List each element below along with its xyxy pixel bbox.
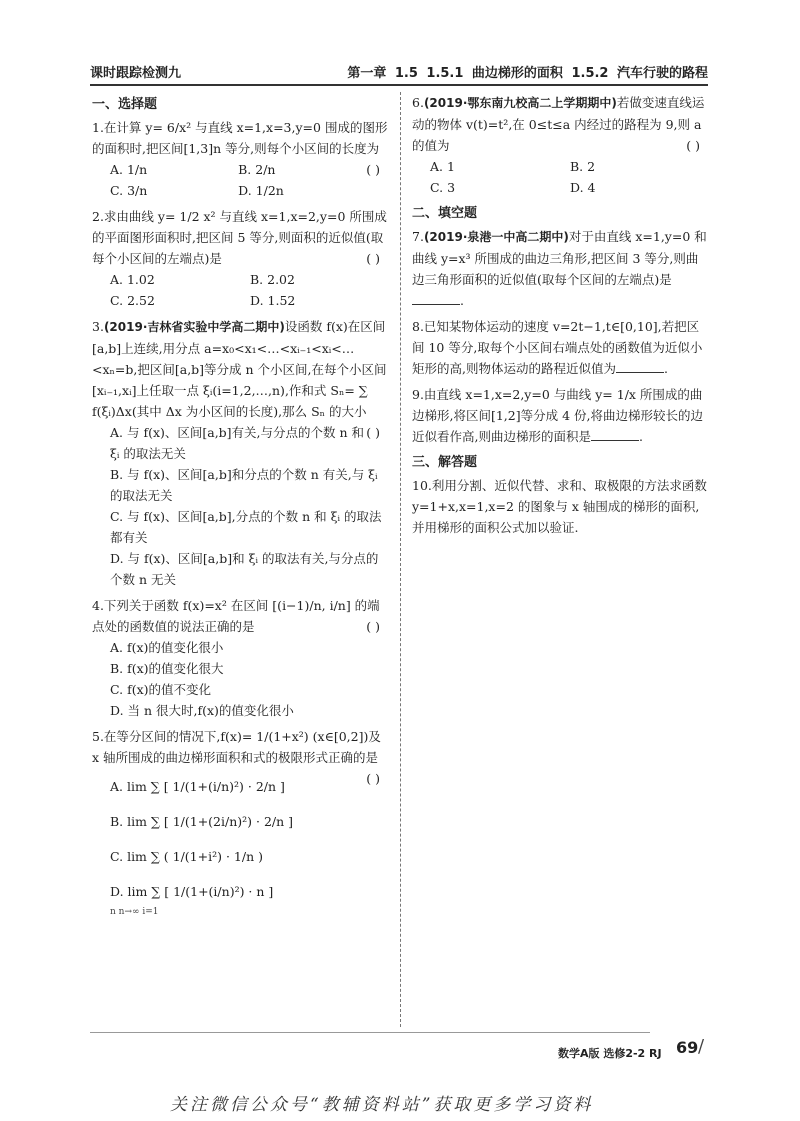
q6-option-b: B. 2 [570, 159, 596, 174]
q5-option-d: D. lim ∑ [ 1/(1+(i/n)²) · n ] [110, 884, 274, 899]
q7-source: (2019·泉港一中高二期中) [423, 230, 569, 244]
question-3 [92, 316, 390, 590]
q1-answer-paren: ( ) [366, 162, 380, 177]
q6-source: (2019·鄂东南九校高二上学期期中) [423, 96, 617, 110]
q5-sum-top: n [110, 907, 116, 917]
q9-end: . [638, 429, 643, 444]
q5-lim-sub: n→∞ i=1 [118, 907, 159, 917]
q10-text: 10.利用分割、近似代替、求和、取极限的方法求函数 y=1+x,x=1,x=2 的图象与 x 轴围成的梯形的面积,并用梯形的面积公式加以验证. [412, 478, 707, 535]
q2-text: 2.求由曲线 y= 1/2 x² 与直线 x=1,x=2,y=0 所围成的平面图形面积时,把区间 5 等分,则面积的近似值(取每个小区间的左端点)是 [92, 209, 387, 266]
q8-text: 8.已知某物体运动的速度 v=2t−1,t∈[0,10],若把区间 10 等分,取每个小区间右端点处的函数值为近似小矩形的高,则物体运动的路程近似值为 [412, 319, 703, 376]
page-number: 69 [676, 1038, 699, 1057]
q3-number: 3. [92, 319, 104, 334]
q3-answer-paren: ( ) [366, 425, 380, 440]
question-5 [92, 726, 390, 923]
footer-rule [90, 1032, 650, 1033]
q5-option-b: B. lim ∑ [ 1/(1+(2i/n)²) · 2/n ] [110, 814, 294, 829]
q3-option-b: B. 与 f(x)、区间[a,b]和分点的个数 n 有关,与 ξᵢ 的取法无关 [110, 467, 378, 503]
column-divider [400, 92, 401, 1027]
q2-option-c: C. 2.52 [110, 293, 155, 308]
q8-answer-blank[interactable] [616, 360, 664, 373]
q4-answer-paren: ( ) [366, 619, 380, 634]
q6-text: 若做变速直线运动的物体 v(t)=t²,在 0≤t≤a 内经过的路程为 9,则 a 的值为 [412, 95, 705, 153]
q1-text: 1.在计算 y= 6/x² 与直线 x=1,x=3,y=0 围成的图形的面积时,把区间[1,3]n 等分,则每个小区间的长度为 [92, 120, 388, 156]
question-4 [92, 595, 390, 721]
question-6 [412, 92, 710, 198]
question-1 [92, 117, 390, 201]
q2-option-a: A. 1.02 [110, 272, 155, 287]
right-column [412, 92, 710, 543]
q4-option-d: D. 当 n 很大时,f(x)的值变化很小 [110, 703, 294, 718]
page-slash: / [698, 1036, 705, 1057]
q2-options [92, 269, 390, 311]
section-title-choice: 一、选择题 [92, 97, 158, 112]
question-8 [412, 316, 710, 379]
header-rule [90, 84, 708, 86]
q1-option-b: B. 2/n [238, 162, 276, 177]
q6-options [412, 156, 710, 198]
q6-option-c: C. 3 [430, 180, 456, 195]
header-left-title: 课时跟踪检测九 [90, 66, 182, 81]
q3-option-a: A. 与 f(x)、区间[a,b]有关,与分点的个数 n 和 ξᵢ 的取法无关 [110, 425, 365, 461]
q6-answer-paren: ( ) [686, 138, 700, 153]
question-7 [412, 226, 710, 311]
q2-answer-paren: ( ) [366, 251, 380, 266]
q4-option-c: C. f(x)的值不变化 [110, 682, 211, 697]
question-9 [412, 384, 710, 447]
q6-option-a: A. 1 [430, 159, 455, 174]
q1-options [92, 159, 366, 201]
q9-answer-blank[interactable] [591, 428, 639, 441]
q3-text: 设函数 f(x)在区间[a,b]上连续,用分点 a=x₀<x₁<…<xᵢ₋₁<xᵢ<…<xₙ=b,把区间[a,b]等分成 n 个小区间,在每个小区间[xᵢ₋₁,xᵢ]上任取一点 ξᵢ(i=1,2,…,n),作和式 Sₙ= ∑ f(ξᵢ)Δx(其中 Δx 为小区间的长度),那么 Sₙ 的大小 [92, 319, 387, 419]
question-10 [412, 475, 710, 538]
q2-option-b: B. 2.02 [250, 272, 295, 287]
q7-number: 7. [412, 229, 424, 244]
handwritten-footer-note: 关注微信公众号“教辅资料站”获取更多学习资料 [170, 1095, 594, 1115]
q5-answer-paren: ( ) [366, 771, 380, 786]
q3-option-d: D. 与 f(x)、区间[a,b]和 ξᵢ 的取法有关,与分点的个数 n 无关 [110, 551, 379, 587]
q1-option-a: A. 1/n [110, 162, 148, 177]
q7-answer-blank[interactable] [412, 292, 460, 305]
section-title-solve: 三、解答题 [412, 455, 478, 470]
q6-option-d: D. 4 [570, 180, 596, 195]
q7-end: . [460, 293, 464, 308]
q1-option-d: D. 1/2n [238, 183, 284, 198]
header-chapter-title: 第一章 1.5 1.5.1 曲边梯形的面积 1.5.2 汽车行驶的路程 [347, 66, 708, 81]
q5-option-a: A. lim ∑ [ 1/(1+(i/n)²) · 2/n ] [110, 779, 285, 794]
q4-text: 4.下列关于函数 f(x)=x² 在区间 [(i−1)/n, i/n] 的端点处的函数值的说法正确的是 [92, 598, 380, 634]
question-2 [92, 206, 390, 311]
q5-option-c: C. lim ∑ ( 1/(1+i²) · 1/n ) [110, 849, 263, 864]
q2-option-d: D. 1.52 [250, 293, 296, 308]
q4-option-b: B. f(x)的值变化很大 [110, 661, 224, 676]
q9-text: 9.由直线 x=1,x=2,y=0 与曲线 y= 1/x 所围成的曲边梯形,将区间[1,2]等分成 4 份,将曲边梯形较长的边近似看作高,则曲边梯形的面积是 [412, 387, 703, 444]
q3-option-c: C. 与 f(x)、区间[a,b],分点的个数 n 和 ξᵢ 的取法都有关 [110, 509, 382, 545]
left-column [92, 92, 390, 928]
q8-end: . [663, 361, 668, 376]
q7-text: 对于由直线 x=1,y=0 和曲线 y=x³ 所围成的曲边三角形,把区间 3 等分,则曲边三角形面积的近似值(取每个区间的左端点)是 [412, 229, 707, 287]
q4-option-a: A. f(x)的值变化很小 [110, 640, 224, 655]
section-title-fill: 二、填空题 [412, 206, 478, 221]
q5-text: 5.在等分区间的情况下,f(x)= 1/(1+x²) (x∈[0,2])及 x 轴所围成的曲边梯形面积和式的极限形式正确的是 [92, 729, 381, 765]
q1-option-c: C. 3/n [110, 183, 148, 198]
footer-book-badge: 数学A版 选修2-2 RJ [558, 1047, 662, 1060]
q3-source: (2019·吉林省实验中学高二期中) [103, 320, 285, 334]
q6-number: 6. [412, 95, 424, 110]
